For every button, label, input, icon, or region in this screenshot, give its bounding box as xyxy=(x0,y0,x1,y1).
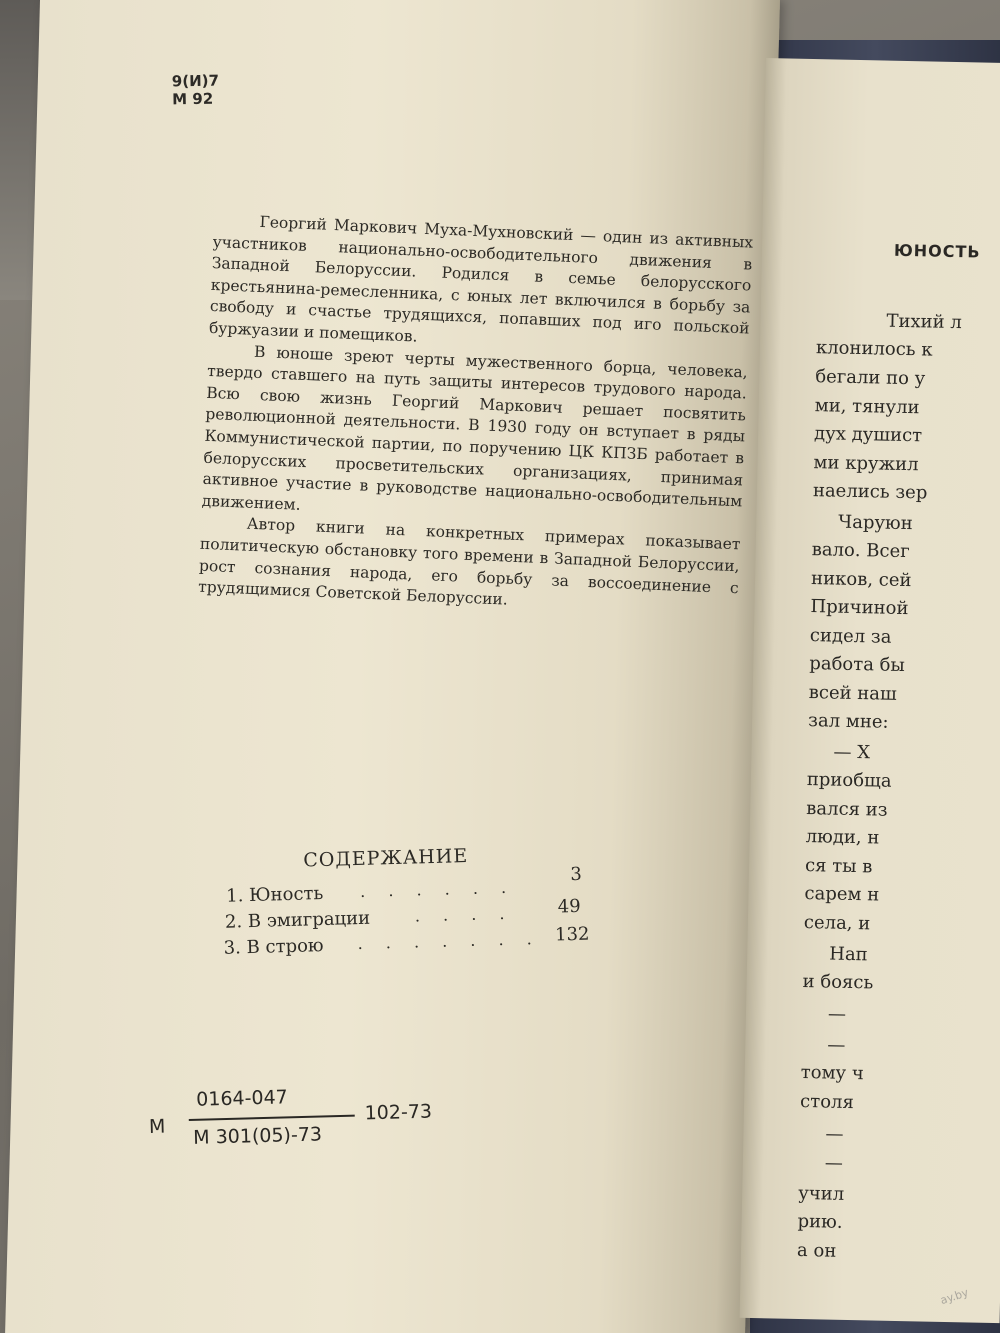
library-code-line: М 92 xyxy=(172,89,214,109)
toc-item-label: 1. Юность xyxy=(225,882,324,907)
toc-leader-dots: . . . . . . . xyxy=(357,928,541,954)
right-page-line: Тихий л xyxy=(886,310,963,334)
right-page-line: ми, тянули xyxy=(814,395,920,419)
library-code xyxy=(172,72,220,109)
annotation-paragraph: Георгий Маркович Муха-Мухновский — один из активных участников национально-освободительного движения в Западной Белоруссии. Родился в семье белорусского крестьянина-ремесленника, с юных лет включился в борьбу за свободу и счастье трудящихся, попавших под иго польской буржуазии и помещиков. xyxy=(208,212,754,346)
annotation-paragraph: Автор книги на конкретных примерах показывает политическую обстановку того времени в Западной Белоруссии, рост сознания народа, его борьбу за воссоединение с трудящимися Советской Белоруссии. xyxy=(197,514,741,609)
right-page-line: а он xyxy=(796,1239,837,1262)
imprint-code: 102-73 xyxy=(364,1100,433,1125)
right-page-line: тому ч xyxy=(800,1061,864,1085)
imprint-denominator: М 301(05)-73 xyxy=(192,1123,323,1149)
right-page-line: — xyxy=(824,1152,844,1174)
right-page-line: вался из xyxy=(806,798,888,821)
contents-title: СОДЕРЖАНИЕ xyxy=(302,844,469,872)
right-page-line: учил xyxy=(798,1182,845,1205)
right-page-line: ников, сей xyxy=(810,568,912,592)
toc-leader-dots: . . . . . . xyxy=(359,877,516,901)
toc-item-label: 3. В строю xyxy=(223,935,324,959)
table-of-contents xyxy=(215,841,598,964)
imprint-letter: М xyxy=(148,1115,166,1138)
toc-item-label: 2. В эмиграции xyxy=(224,907,371,933)
imprint-fraction-bar xyxy=(189,1115,355,1121)
right-page-line: столя xyxy=(799,1090,855,1114)
right-page-line: наелись зер xyxy=(812,480,928,504)
right-page-line: Причиной xyxy=(810,596,909,620)
chapter-heading: ЮНОСТЬ xyxy=(893,240,981,262)
watermark: ay.by xyxy=(938,1285,970,1308)
right-page-line: — xyxy=(825,1123,844,1145)
imprint-numerator: 0164-047 xyxy=(195,1086,289,1111)
right-page-line: — xyxy=(827,1034,846,1056)
right-page-line: сидел за xyxy=(809,625,892,648)
toc-item-page: 132 xyxy=(554,923,590,946)
toc-leader-dots: . . . . xyxy=(414,903,514,926)
right-page-line: ми кружил xyxy=(813,452,919,476)
annotation-paragraph: В юноше зреют черты мужественного борца, человека, твердо ставшего на путь защиты интересов трудового народа. Всю свою жизнь Георгий Маркович решает посвятить революционной деятельности. В 1930 году он вступает в ряды Коммунистической партии, по поручению ЦК КПЗБ работает в белорусских просветительских организациях, принимая активное участие в руководстве национально-освободительным движением. xyxy=(201,342,749,514)
right-page-line: дух душист xyxy=(813,423,923,447)
right-page-line: зал мне: xyxy=(807,710,889,733)
library-code-line: 9(И)7 xyxy=(171,71,220,91)
toc-item-page: 49 xyxy=(557,895,581,918)
right-page-line: клонилось к xyxy=(815,337,933,361)
book-annotation xyxy=(198,210,754,621)
right-page-line: сарем н xyxy=(804,882,880,906)
right-page-line: вало. Всег xyxy=(811,539,910,563)
right-page-line: — Х xyxy=(833,741,871,764)
toc-item-page: 3 xyxy=(570,863,583,886)
right-page-line: и боясь xyxy=(802,970,874,994)
right-page-line: Нап xyxy=(829,943,868,966)
right-page xyxy=(740,58,1000,1323)
right-page-line: — xyxy=(827,1003,847,1025)
right-page-line: люди, н xyxy=(805,826,880,849)
right-page-line: ся ты в xyxy=(804,854,873,878)
right-page-line: Чаруюн xyxy=(838,511,913,535)
publication-imprint xyxy=(148,1082,470,1170)
right-page-line: приобща xyxy=(806,769,892,792)
right-page-line: села, и xyxy=(803,911,871,935)
right-page-line: рию. xyxy=(797,1210,843,1233)
right-page-line: бегали по у xyxy=(815,366,926,390)
right-page-line: всей наш xyxy=(808,682,897,705)
right-page-line: работа бы xyxy=(809,653,906,677)
